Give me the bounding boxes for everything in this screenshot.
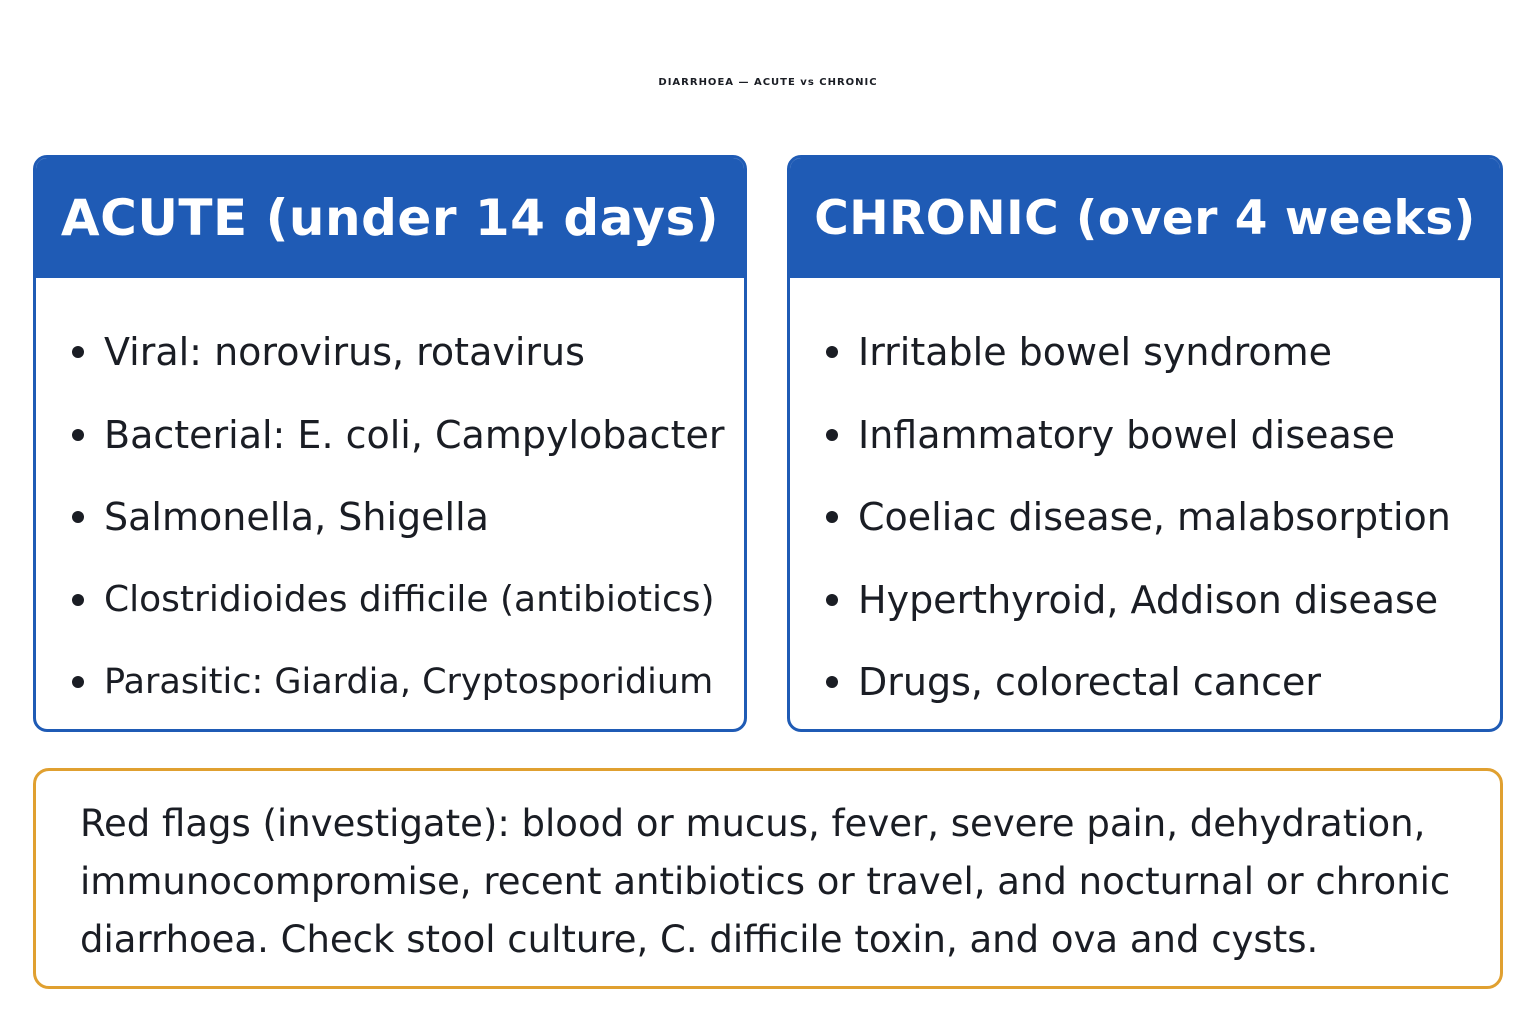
bullet-icon [826,511,838,523]
acute-card-header [36,158,744,278]
list-item [72,641,744,724]
list-item-label: Bacterial: E. coli, Campylobacter [104,412,725,457]
card-header-label: CHRONIC (over 4 weeks) [814,190,1476,246]
list-item [72,311,744,394]
list-item-label: Drugs, colorectal cancer [858,660,1322,705]
list-item [826,476,1500,559]
red-flags-text: Red flags (investigate): blood or mucus, fever, severe pain, dehydration, immunocompromise, recent antibiotics or travel, and nocturnal or chronic diarrhoea. Check stool culture, C. difficile toxin, and ova and cysts. [80,802,1451,961]
acute-causes-list [36,278,744,724]
list-item [72,559,744,642]
bullet-icon [72,429,84,441]
list-item [72,476,744,559]
list-item-label: Viral: norovirus, rotavirus [104,330,585,375]
list-item [826,641,1500,724]
bullet-icon [72,594,84,606]
list-item-label: Salmonella, Shigella [104,495,489,540]
bullet-icon [72,511,84,523]
bullet-icon [826,346,838,358]
list-item-label: Hyperthyroid, Addison disease [858,577,1439,622]
list-item [72,394,744,477]
red-flags-box [33,768,1503,989]
list-item-label: Coeliac disease, malabsorption [858,495,1451,540]
list-item-label: Inflammatory bowel disease [858,412,1395,457]
bullet-icon [826,676,838,688]
list-item-label: Parasitic: Giardia, Cryptosporidium [104,662,714,703]
page-title: DIARRHOEA — ACUTE vs CHRONIC [658,77,878,88]
list-item [826,311,1500,394]
chronic-causes-list [790,278,1500,724]
bullet-icon [826,429,838,441]
list-item-label: Irritable bowel syndrome [858,330,1333,375]
acute-card [33,155,747,732]
chronic-card [787,155,1503,732]
list-item-label: Clostridioides difficile (antibiotics) [104,579,715,621]
list-item [826,559,1500,642]
bullet-icon [826,594,838,606]
card-header-label: ACUTE (under 14 days) [60,189,720,247]
chronic-card-header [790,158,1500,278]
bullet-icon [72,676,84,688]
bullet-icon [72,346,84,358]
list-item [826,394,1500,477]
